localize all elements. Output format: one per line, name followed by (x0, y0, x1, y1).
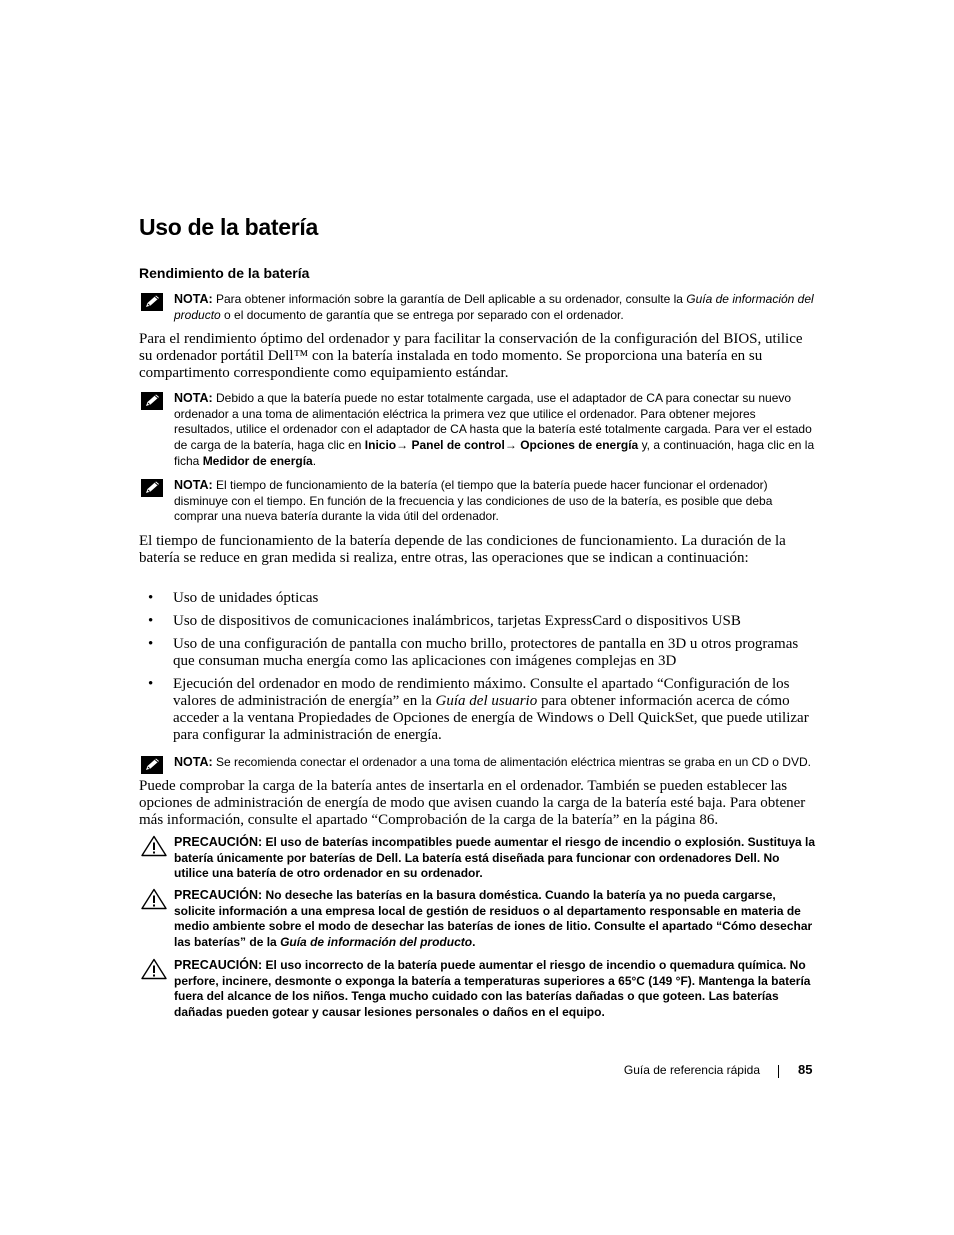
footer-divider (778, 1065, 779, 1078)
note-text: Para obtener información sobre la garantía de Dell aplicable a su ordenador, consulte la (212, 292, 687, 306)
list-item-text: para obtener información acerca de cómo acceder a la ventana Propiedades de Opciones de energía de Windows o Dell QuickSet, que puede utilizar para configurar la administración de energía. (173, 693, 809, 743)
warning-triangle-icon (141, 835, 167, 857)
note-label: NOTA: (174, 292, 213, 306)
caution-text: . (472, 935, 476, 950)
note-text: . (312, 453, 317, 468)
note-ac-adapter (139, 391, 817, 470)
tab-name-medidor: Medidor de energía (202, 453, 313, 468)
pencil-note-icon (141, 756, 163, 774)
caution-disposal (139, 888, 817, 951)
caution-italic-ref: Guía de información del producto (280, 935, 473, 950)
note-italic-ref: Guía de información del producto (174, 292, 814, 322)
caution-label: PRECAUCIÓN: (174, 835, 263, 849)
list-item-text: Ejecución del ordenador en modo de rendimiento máximo. Consulte el apartado “Configuración de los valores de administración de energía” en la (173, 676, 790, 709)
list-item-italic-ref: Guía del usuario (435, 693, 538, 709)
caution-incompatible (139, 835, 817, 882)
note-text: El tiempo de funcionamiento de la batería (el tiempo que la batería puede hacer funcionar el ordenador) disminuye con el tiempo. En función de la frecuencia y las condiciones de uso de la batería, es posible que deba comprar una nueva batería durante la vida útil del ordenador. (174, 478, 773, 524)
bullet-list (139, 590, 815, 750)
paragraph-runtime: El tiempo de funcionamiento de la batería depende de las condiciones de funcionamiento. La duración de la batería se reduce en gran medida si realiza, entre otras, las operaciones que se indican a continuación: (139, 533, 786, 566)
pencil-note-icon (141, 392, 163, 410)
footer-guide-title: Guía de referencia rápida (623, 1063, 760, 1077)
page-number: 85 (798, 1062, 813, 1077)
note-runtime (139, 478, 817, 525)
note-text: y, a continuación, haga clic en la ficha (174, 438, 815, 468)
warning-triangle-icon (141, 888, 167, 910)
pencil-note-icon (141, 479, 163, 497)
section-subtitle: Rendimiento de la batería (139, 265, 310, 281)
note-label: NOTA: (174, 755, 213, 769)
paragraph-check-charge: Puede comprobar la carga de la batería antes de insertarla en el ordenador. También se pueden establecer las opciones de administración de energía de modo que avisen cuando la carga de la batería esté baja. Para obtener más información, consulte el apartado “Comprobación de la carga de la batería” en la página 86. (139, 778, 806, 828)
list-item (139, 613, 815, 630)
warning-triangle-icon (141, 958, 167, 980)
arrow-separator: → (504, 438, 521, 453)
caution-text: El uso incorrecto de la batería puede aumentar el riesgo de incendio o quemadura química. No perfore, incinere, desmonte o exponga la batería a temperaturas superiores a 65°C (149 °F). Mantenga la batería fuera del alcance de los niños. Tenga mucho cuidado con las baterías dañadas o que goteen. Las baterías dañadas pueden gotear y causar lesiones personales o daños en el equipo. (174, 958, 811, 1020)
note-label: NOTA: (174, 391, 213, 405)
note-text: Debido a que la batería puede no estar totalmente cargada, use el adaptador de CA para conectar su nuevo ordenador a una toma de alimentación eléctrica la primera vez que utilice el ordenador. Para obtener mejores resultados, utilice el ordenador con el adaptador de CA hasta que la batería esté totalmente cargada. Para ver el estado de carga de la batería, haga clic en (174, 391, 812, 453)
caution-label: PRECAUCIÓN: (174, 888, 263, 902)
note-text: Se recomienda conectar el ordenador a una toma de alimentación eléctrica mientras se graba en un CD o DVD. (212, 755, 811, 769)
menu-path-inicio: Inicio (364, 438, 397, 453)
note-label: NOTA: (174, 478, 213, 492)
list-item-text: Uso de una configuración de pantalla con mucho brillo, protectores de pantalla en 3D u otros programas que consuman mucha energía como las aplicaciones con imágenes complejas en 3D (173, 636, 799, 669)
caution-label: PRECAUCIÓN: (174, 958, 263, 972)
list-item (139, 676, 815, 744)
note-text: o el documento de garantía que se entrega por separado con el ordenador. (220, 307, 624, 322)
note-warranty (139, 292, 817, 323)
note-cd-dvd (139, 755, 817, 771)
menu-path-energia: Opciones de energía (520, 438, 639, 453)
caution-text: No deseche las baterías en la basura doméstica. Cuando la batería ya no pueda cargarse, solicite información a una empresa local de gestión de residuos o al departamento responsable en materia de medio ambiente sobre el modo de desechar las baterías de iones de litio. Consulte el apartado “Cómo desechar las baterías” de la (174, 888, 813, 950)
page-title: Uso de la batería (139, 214, 318, 240)
list-item (139, 590, 815, 607)
paragraph-bios: Para el rendimiento óptimo del ordenador y para facilitar la conservación de la configuración del BIOS, utilice su ordenador portátil Dell™ con la batería instalada en todo momento. Se proporciona una batería en su compartimento correspondiente como equipamiento estándar. (139, 331, 803, 381)
arrow-separator: → (396, 438, 412, 453)
list-item-text: Uso de unidades ópticas (173, 590, 319, 606)
pencil-note-icon (141, 293, 163, 311)
caution-text: El uso de baterías incompatibles puede aumentar el riesgo de incendio o explosión. Sustituya la batería únicamente por baterías de Dell. La batería está diseñada para funcionar con ordenadores Dell. No utilice una batería de otro ordenador en su ordenador. (174, 835, 816, 881)
list-item (139, 636, 815, 670)
menu-path-panel: Panel de control (411, 438, 505, 453)
caution-misuse (139, 958, 817, 1021)
page-footer (0, 1062, 954, 1080)
list-item-text: Uso de dispositivos de comunicaciones inalámbricos, tarjetas ExpressCard o dispositivos USB (173, 613, 741, 629)
